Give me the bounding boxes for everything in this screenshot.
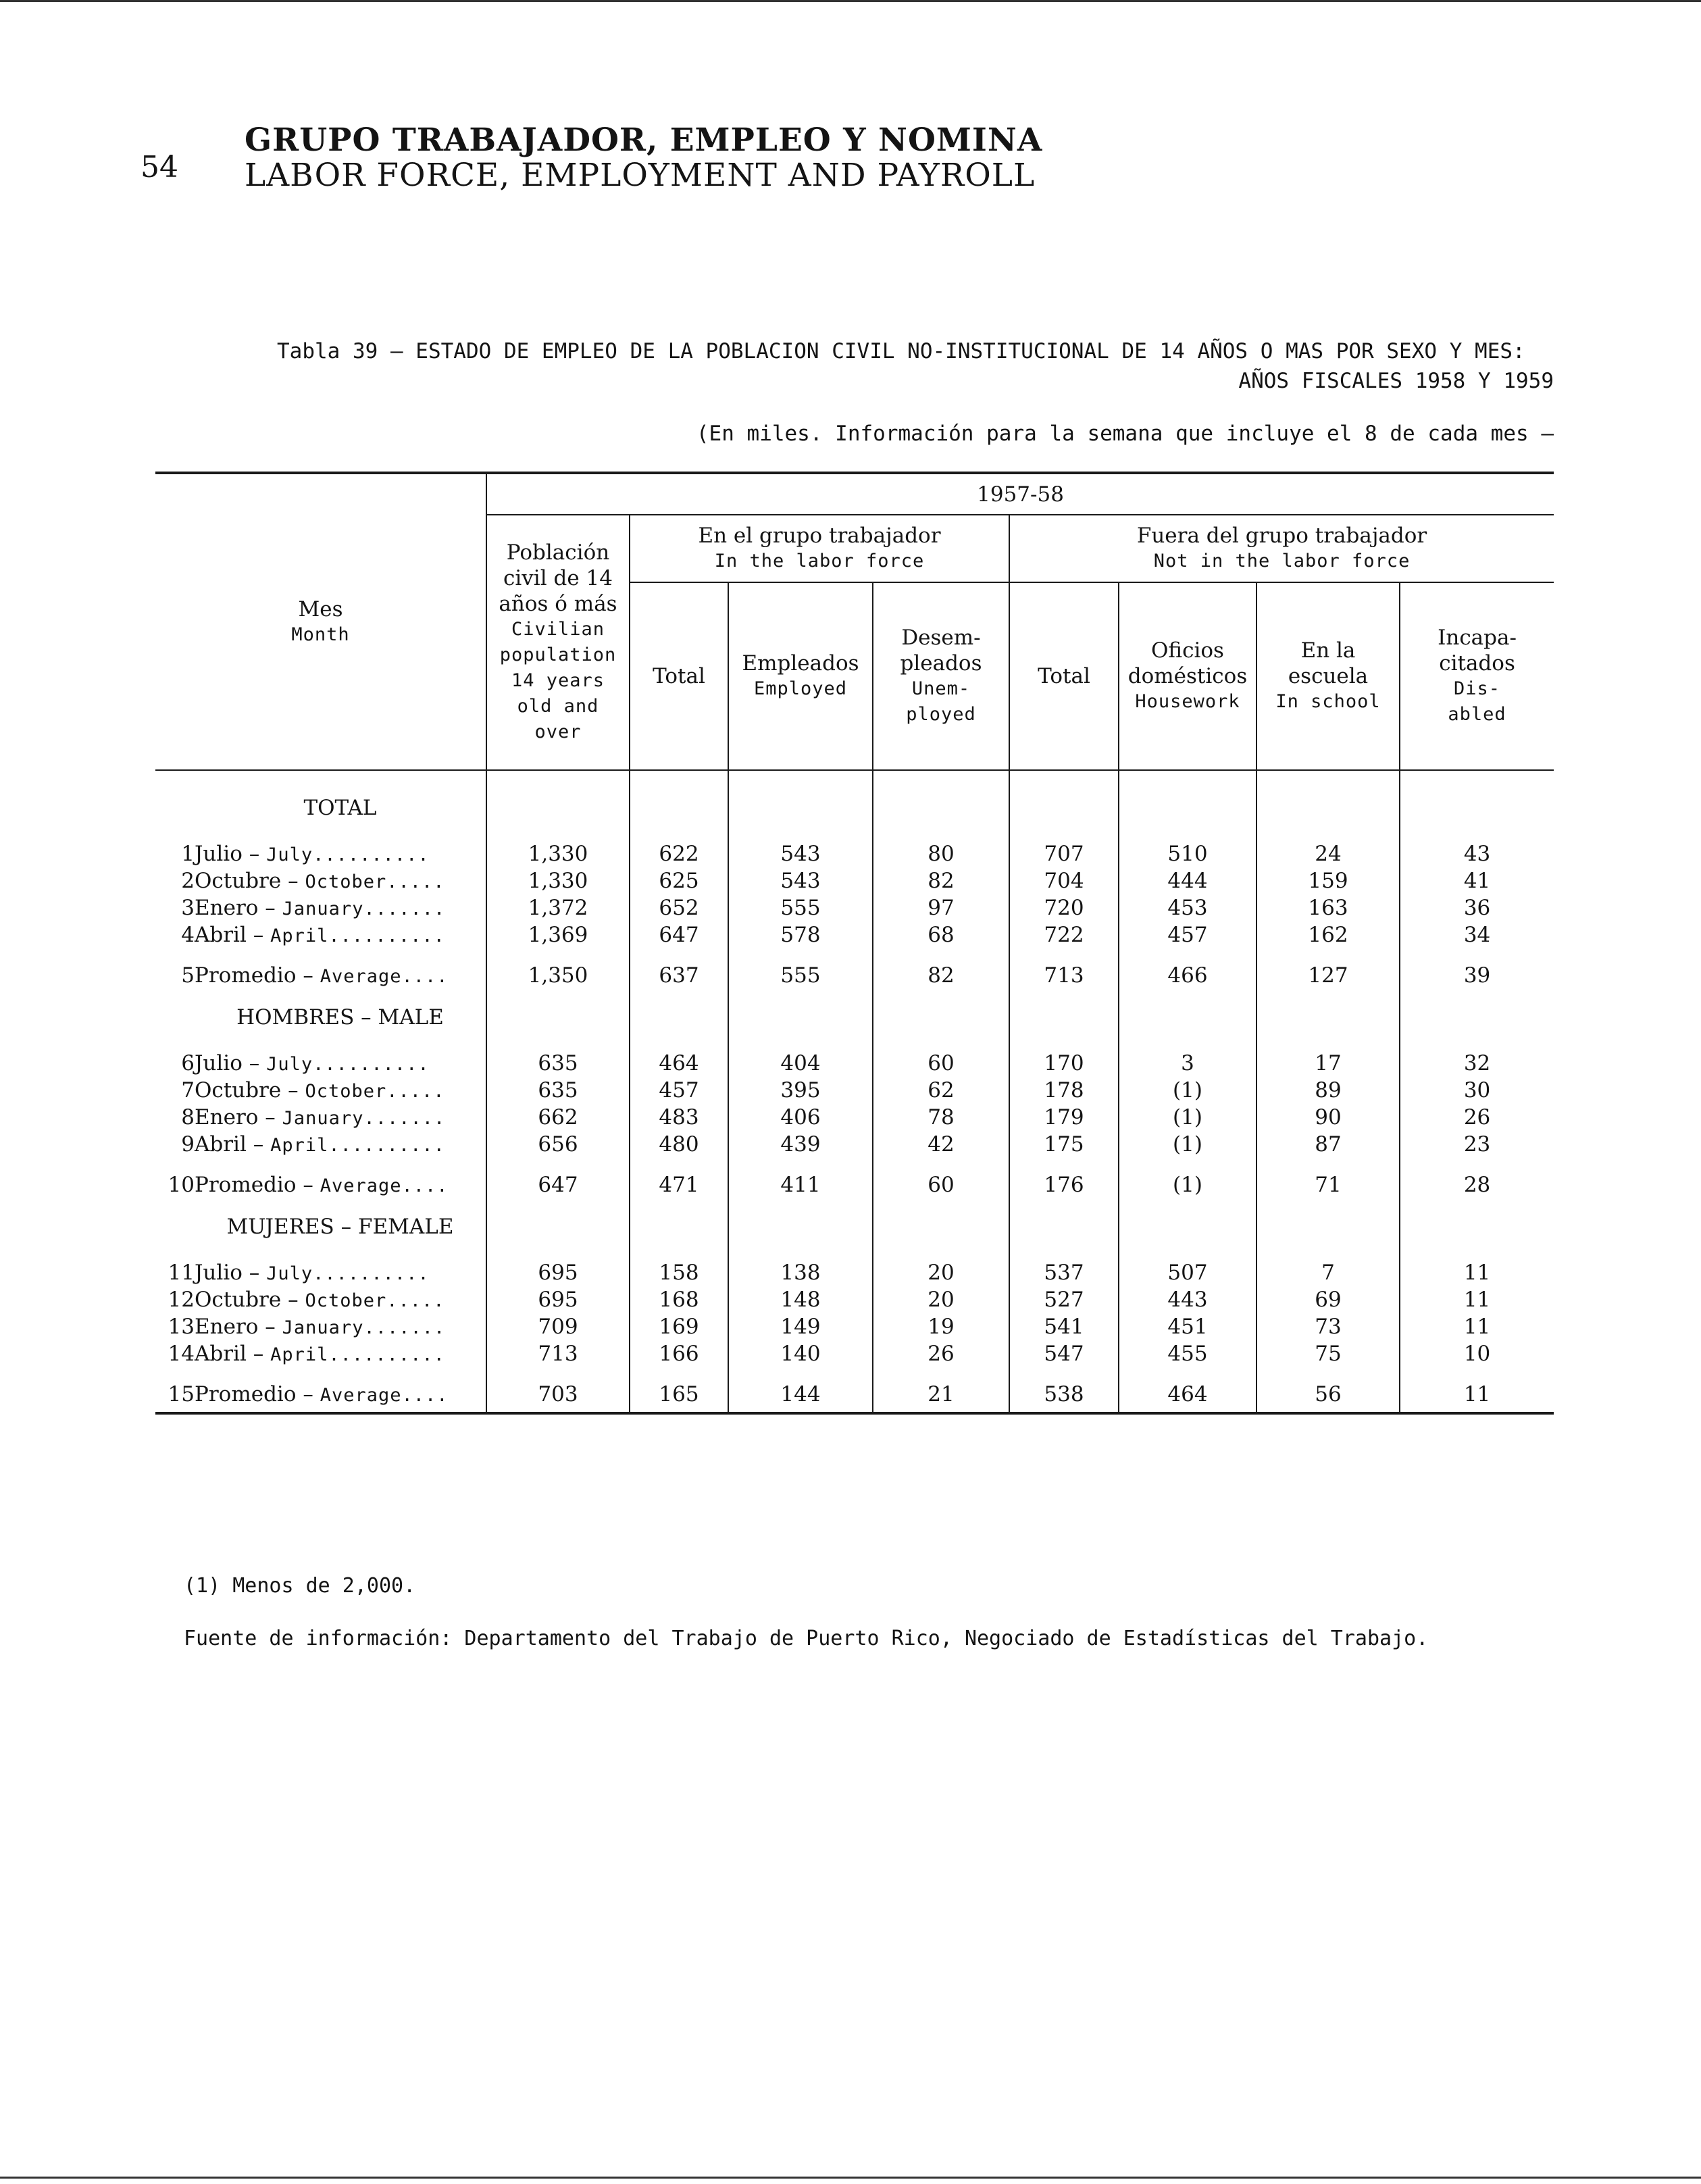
disabled-value: 28 (1463, 1173, 1491, 1197)
unemployed-value: 20 (873, 1286, 1009, 1313)
section-row (155, 1212, 1554, 1242)
month-es: Abril (195, 1132, 247, 1157)
month-en: April.......... (270, 1344, 445, 1365)
lf-total-value: 647 (630, 921, 728, 948)
spacer-row (155, 1242, 1554, 1259)
unemployed-value: 60 (873, 1171, 1009, 1198)
spacer-row (155, 1367, 1554, 1381)
page-number: 54 (141, 150, 178, 184)
housework-value: 455 (1119, 1340, 1256, 1367)
housework-value: 510 (1119, 840, 1256, 867)
disabled-value: 11 (1463, 1261, 1491, 1285)
unemployed-value: 80 (873, 840, 1009, 867)
lf-total-value: 483 (630, 1104, 728, 1131)
month-es: Julio (195, 1051, 243, 1075)
month-separator: – (296, 1173, 320, 1197)
month-header (155, 473, 486, 770)
lf-total-value: 158 (630, 1259, 728, 1286)
row-number: 4 (181, 923, 195, 947)
month-en: Average.... (320, 1175, 449, 1196)
disabled-header-es: Incapa- citados (1438, 626, 1517, 676)
employed-value: 411 (728, 1171, 873, 1198)
population-header (486, 515, 630, 770)
population-header-en: Civilian population 14 years old and over (499, 619, 617, 742)
section-label: TOTAL (195, 793, 486, 823)
average-row (155, 962, 1554, 989)
month-separator: – (258, 1105, 282, 1129)
disabled-value: 36 (1463, 896, 1491, 920)
month-es: Julio (195, 1261, 243, 1285)
spacer-row (155, 823, 1554, 840)
month-es: Octubre (195, 1078, 282, 1102)
month-separator: – (281, 1078, 305, 1102)
row-number: 5 (181, 963, 195, 988)
month-cell (195, 1131, 486, 1158)
population-value: 656 (486, 1131, 630, 1158)
month-separator: – (258, 896, 282, 920)
disabled-value: 23 (1463, 1132, 1491, 1157)
unemployed-value: 78 (873, 1104, 1009, 1131)
month-es: Promedio (195, 1173, 297, 1197)
month-es: Promedio (195, 1382, 297, 1406)
nlf-total-value: 707 (1009, 840, 1119, 867)
month-cell (195, 1340, 486, 1367)
disabled-value: 10 (1463, 1342, 1491, 1366)
spacer-row (155, 770, 1554, 793)
table-title: Tabla 39 – ESTADO DE EMPLEO DE LA POBLACION CIVIL NO-INSTITUCIONAL DE 14 AÑOS O MAS POR SEXO Y MES: (277, 339, 1525, 363)
row-number: 9 (181, 1132, 195, 1157)
not-labor-force-header-es: Fuera del grupo trabajador (1136, 524, 1427, 548)
nlf-total-value: 176 (1009, 1171, 1119, 1198)
school-value: 159 (1256, 867, 1400, 894)
lf-total-value: 166 (630, 1340, 728, 1367)
month-cell (195, 1104, 486, 1131)
table-row (155, 1050, 1554, 1077)
lf-total-value: 625 (630, 867, 728, 894)
disabled-header (1400, 582, 1554, 770)
month-es: Enero (195, 1105, 259, 1129)
nlf-total-value: 179 (1009, 1104, 1119, 1131)
housework-value: 3 (1119, 1050, 1256, 1077)
month-separator: – (296, 963, 320, 988)
population-value: 1,369 (486, 921, 630, 948)
employed-value: 149 (728, 1313, 873, 1340)
row-number: 8 (181, 1105, 195, 1129)
month-en: July.......... (266, 1263, 430, 1284)
lf-total-value: 622 (630, 840, 728, 867)
lf-total-value: 471 (630, 1171, 728, 1198)
population-value: 713 (486, 1340, 630, 1367)
disabled-value: 11 (1463, 1288, 1491, 1312)
school-value: 127 (1256, 962, 1400, 989)
average-row (155, 1381, 1554, 1408)
nlf-total-value: 178 (1009, 1077, 1119, 1104)
page-bottom-rule (0, 2177, 1701, 2179)
nlf-total-value: 704 (1009, 867, 1119, 894)
population-value: 695 (486, 1259, 630, 1286)
housework-value: 443 (1119, 1286, 1256, 1313)
population-value: 635 (486, 1077, 630, 1104)
spacer-row (155, 1198, 1554, 1212)
month-en: October..... (305, 1290, 445, 1311)
lf-total-value: 480 (630, 1131, 728, 1158)
unemployed-value: 20 (873, 1259, 1009, 1286)
disabled-value: 11 (1463, 1382, 1491, 1406)
housework-value: 453 (1119, 894, 1256, 921)
population-value: 1,350 (486, 962, 630, 989)
average-row (155, 1171, 1554, 1198)
row-number: 13 (168, 1315, 195, 1339)
housework-value: 457 (1119, 921, 1256, 948)
section-row (155, 793, 1554, 823)
population-value: 1,330 (486, 867, 630, 894)
housework-value: (1) (1119, 1077, 1256, 1104)
unemployed-value: 42 (873, 1131, 1009, 1158)
school-value: 163 (1256, 894, 1400, 921)
section-label: MUJERES – FEMALE (195, 1212, 486, 1242)
row-number: 11 (168, 1261, 195, 1285)
month-en: January....... (282, 1108, 446, 1129)
unemployed-value: 97 (873, 894, 1009, 921)
employed-value: 140 (728, 1340, 873, 1367)
table-row (155, 1077, 1554, 1104)
month-es: Octubre (195, 1288, 282, 1312)
population-value: 1,372 (486, 894, 630, 921)
month-cell (195, 894, 486, 921)
not-labor-force-header (1009, 515, 1554, 582)
disabled-value: 34 (1463, 923, 1491, 947)
disabled-value: 32 (1463, 1051, 1491, 1075)
disabled-header-en: Dis- abled (1448, 678, 1506, 725)
lf-total-value: 637 (630, 962, 728, 989)
disabled-value: 39 (1463, 963, 1491, 988)
employed-value: 144 (728, 1381, 873, 1408)
month-separator: – (242, 1261, 267, 1285)
table-units-note: (En miles. Información para la semana que incluye el 8 de cada mes – (696, 422, 1554, 446)
year-header: 1957-58 (486, 473, 1554, 515)
table-row (155, 867, 1554, 894)
month-separator: – (242, 1051, 267, 1075)
lf-total-value: 165 (630, 1381, 728, 1408)
month-cell (195, 962, 486, 989)
employed-header-en: Employed (753, 678, 848, 699)
school-value: 24 (1256, 840, 1400, 867)
housework-value: 507 (1119, 1259, 1256, 1286)
source-note: Fuente de información: Departamento del Trabajo de Puerto Rico, Negociado de Estadísticas del Trabajo. (184, 1627, 1429, 1650)
month-separator: – (281, 869, 305, 893)
month-cell (195, 1259, 486, 1286)
row-number: 2 (181, 869, 195, 893)
month-es: Abril (195, 1342, 247, 1366)
employed-value: 395 (728, 1077, 873, 1104)
table-row (155, 894, 1554, 921)
employed-value: 555 (728, 962, 873, 989)
nlf-total-value: 538 (1009, 1381, 1119, 1408)
housework-header-en: Housework (1135, 691, 1240, 712)
table-row (155, 1131, 1554, 1158)
lf-total-value: 464 (630, 1050, 728, 1077)
nlf-total-value: 175 (1009, 1131, 1119, 1158)
section-row (155, 1002, 1554, 1032)
school-value: 90 (1256, 1104, 1400, 1131)
school-value: 56 (1256, 1381, 1400, 1408)
population-value: 703 (486, 1381, 630, 1408)
school-value: 89 (1256, 1077, 1400, 1104)
page-header-english: LABOR FORCE, EMPLOYMENT AND PAYROLL (245, 157, 1036, 194)
table-row (155, 1286, 1554, 1313)
month-en: Average.... (320, 1385, 449, 1406)
month-cell (195, 1171, 486, 1198)
school-header-es: En la escuela (1288, 638, 1369, 688)
row-number: 14 (168, 1342, 195, 1366)
month-cell (195, 867, 486, 894)
spacer-row (155, 1032, 1554, 1050)
unemployed-header (873, 582, 1009, 770)
lf-total-header: Total (630, 582, 728, 770)
nlf-total-value: 722 (1009, 921, 1119, 948)
nlf-total-value: 170 (1009, 1050, 1119, 1077)
unemployed-value: 19 (873, 1313, 1009, 1340)
population-value: 662 (486, 1104, 630, 1131)
month-cell (195, 840, 486, 867)
employed-header (728, 582, 873, 770)
table-row (155, 921, 1554, 948)
labor-force-header-es: En el grupo trabajador (698, 524, 941, 548)
month-en: April.......... (270, 1135, 445, 1156)
table-row (155, 1104, 1554, 1131)
unemployed-value: 60 (873, 1050, 1009, 1077)
labor-force-header (630, 515, 1009, 582)
population-value: 1,330 (486, 840, 630, 867)
nlf-total-value: 537 (1009, 1259, 1119, 1286)
page-top-rule (0, 0, 1701, 2)
housework-header-es: Oficios domésticos (1127, 638, 1248, 688)
lf-total-value: 168 (630, 1286, 728, 1313)
nlf-total-value: 527 (1009, 1286, 1119, 1313)
housework-value: (1) (1119, 1131, 1256, 1158)
month-es: Enero (195, 896, 259, 920)
month-es: Promedio (195, 963, 297, 988)
housework-value: 451 (1119, 1313, 1256, 1340)
school-header (1256, 582, 1400, 770)
school-value: 87 (1256, 1131, 1400, 1158)
school-value: 162 (1256, 921, 1400, 948)
population-value: 635 (486, 1050, 630, 1077)
employed-value: 555 (728, 894, 873, 921)
month-separator: – (246, 1132, 271, 1157)
employed-value: 406 (728, 1104, 873, 1131)
row-number: 12 (168, 1288, 195, 1312)
population-value: 709 (486, 1313, 630, 1340)
month-cell (195, 1050, 486, 1077)
row-number: 6 (181, 1051, 195, 1075)
school-value: 17 (1256, 1050, 1400, 1077)
month-cell (195, 1077, 486, 1104)
spacer-row (155, 1408, 1554, 1413)
row-number: 1 (181, 842, 195, 866)
disabled-value: 11 (1463, 1315, 1491, 1339)
housework-header (1119, 582, 1256, 770)
month-es: Octubre (195, 869, 282, 893)
row-number: 10 (168, 1173, 195, 1197)
unemployed-value: 21 (873, 1381, 1009, 1408)
employed-value: 138 (728, 1259, 873, 1286)
month-cell (195, 1381, 486, 1408)
unemployed-value: 82 (873, 962, 1009, 989)
employed-value: 578 (728, 921, 873, 948)
employment-table (155, 472, 1554, 1416)
table-bottom-rule (155, 1413, 1554, 1416)
month-en: January....... (282, 898, 446, 919)
row-number: 3 (181, 896, 195, 920)
housework-value: (1) (1119, 1104, 1256, 1131)
lf-total-value: 169 (630, 1313, 728, 1340)
month-en: Average.... (320, 966, 449, 987)
school-value: 71 (1256, 1171, 1400, 1198)
table-row (155, 1259, 1554, 1286)
month-en: July.......... (266, 844, 430, 865)
school-value: 75 (1256, 1340, 1400, 1367)
page-header-spanish: GRUPO TRABAJADOR, EMPLEO Y NOMINA (245, 122, 1043, 159)
housework-value: 444 (1119, 867, 1256, 894)
housework-value: (1) (1119, 1171, 1256, 1198)
month-es: Abril (195, 923, 247, 947)
footnote: (1) Menos de 2,000. (184, 1574, 416, 1598)
unemployed-header-en: Unem- ployed (906, 678, 976, 725)
school-value: 69 (1256, 1286, 1400, 1313)
employed-value: 404 (728, 1050, 873, 1077)
disabled-value: 26 (1463, 1105, 1491, 1129)
population-value: 647 (486, 1171, 630, 1198)
table-title-continued: AÑOS FISCALES 1958 Y 1959 (1238, 369, 1554, 393)
spacer-row (155, 989, 1554, 1002)
month-separator: – (246, 923, 271, 947)
month-en: July.......... (266, 1054, 430, 1075)
lf-total-value: 652 (630, 894, 728, 921)
unemployed-header-es: Desem- pleados (900, 626, 982, 676)
population-header-es: Población civil de 14 años ó más (499, 540, 617, 616)
unemployed-value: 82 (873, 867, 1009, 894)
month-cell (195, 921, 486, 948)
table-row (155, 1340, 1554, 1367)
unemployed-value: 26 (873, 1340, 1009, 1367)
labor-force-header-en: In the labor force (714, 551, 925, 572)
not-labor-force-header-en: Not in the labor force (1153, 551, 1411, 572)
disabled-value: 41 (1463, 869, 1491, 893)
population-value: 695 (486, 1286, 630, 1313)
month-es: Enero (195, 1315, 259, 1339)
nlf-total-value: 720 (1009, 894, 1119, 921)
spacer-row (155, 1158, 1554, 1171)
month-en: October..... (305, 1081, 445, 1102)
nlf-total-value: 713 (1009, 962, 1119, 989)
spacer-row (155, 948, 1554, 962)
employed-value: 543 (728, 840, 873, 867)
table-row (155, 1313, 1554, 1340)
month-cell (195, 1286, 486, 1313)
unemployed-value: 68 (873, 921, 1009, 948)
month-en: April.......... (270, 925, 445, 946)
disabled-value: 43 (1463, 842, 1491, 866)
month-en: January....... (282, 1317, 446, 1338)
month-es: Julio (195, 842, 243, 866)
school-value: 7 (1256, 1259, 1400, 1286)
month-separator: – (281, 1288, 305, 1312)
table-row (155, 840, 1554, 867)
month-separator: – (246, 1342, 271, 1366)
nlf-total-value: 541 (1009, 1313, 1119, 1340)
housework-value: 466 (1119, 962, 1256, 989)
housework-value: 464 (1119, 1381, 1256, 1408)
employed-header-es: Empleados (742, 651, 859, 676)
employed-value: 148 (728, 1286, 873, 1313)
school-value: 73 (1256, 1313, 1400, 1340)
school-header-en: In school (1275, 691, 1381, 712)
unemployed-value: 62 (873, 1077, 1009, 1104)
row-number: 15 (168, 1382, 195, 1406)
month-separator: – (242, 842, 267, 866)
row-number: 7 (181, 1078, 195, 1102)
nlf-total-value: 547 (1009, 1340, 1119, 1367)
month-header-en: Month (291, 624, 350, 645)
lf-total-value: 457 (630, 1077, 728, 1104)
section-label: HOMBRES – MALE (195, 1002, 486, 1032)
employed-value: 439 (728, 1131, 873, 1158)
employed-value: 543 (728, 867, 873, 894)
disabled-value: 30 (1463, 1078, 1491, 1102)
month-separator: – (258, 1315, 282, 1339)
month-separator: – (296, 1382, 320, 1406)
month-header-es: Mes (298, 596, 343, 621)
nlf-total-header: Total (1009, 582, 1119, 770)
month-en: October..... (305, 871, 445, 892)
month-cell (195, 1313, 486, 1340)
